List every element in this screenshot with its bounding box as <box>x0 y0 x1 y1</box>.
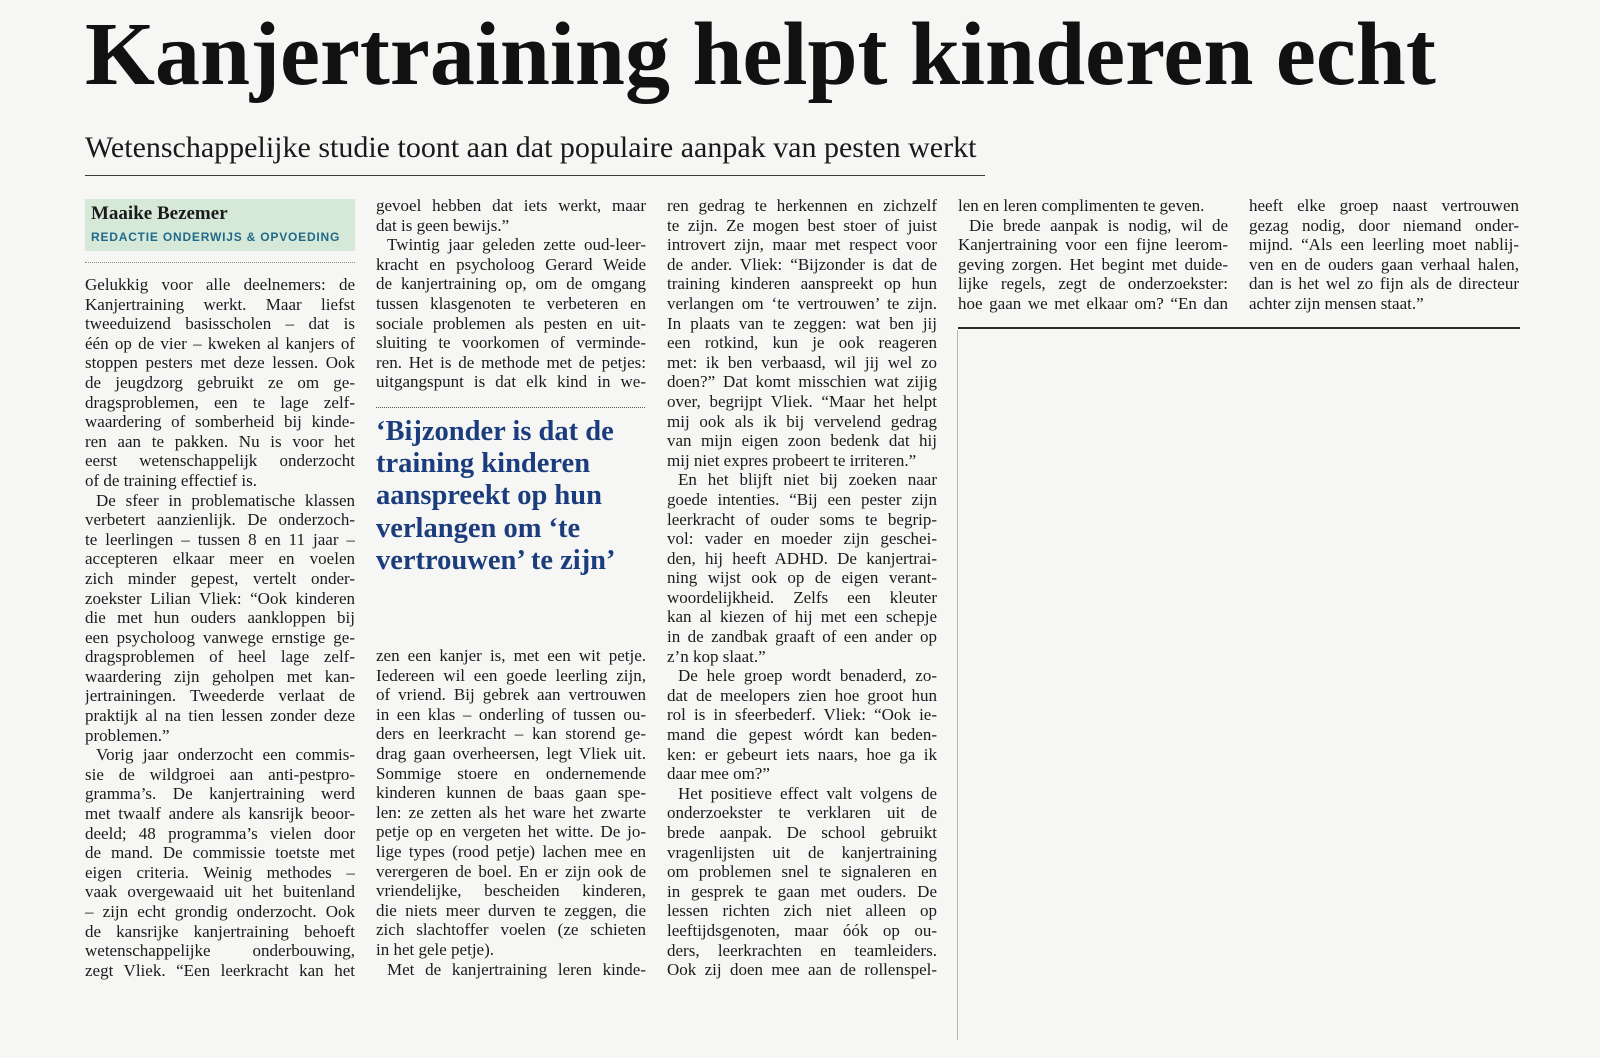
article-column-3 <box>667 196 937 980</box>
pull-quote-line: ‘Bijzonder is dat de <box>376 416 614 447</box>
article-line: te leerlingen – tussen 8 en 11 jaar – <box>85 529 355 549</box>
article-line: Iedereen wil een goede leerling zijn, <box>376 665 646 685</box>
article-line: Vorig jaar onderzocht een commis- <box>96 745 355 765</box>
article-line: Ook zij doen mee aan de rollenspel- <box>667 960 937 980</box>
article-line: één op de vier – kweken al kanjers of <box>85 333 355 353</box>
article-line: met twaalf andere als kansrijk beoor- <box>85 804 355 824</box>
pull-quote-divider <box>376 407 645 408</box>
article-line: sie de wildgroei aan anti-pestpro- <box>85 764 355 784</box>
subheadline: Wetenschappelijke studie toont aan dat populaire aanpak van pesten werkt <box>85 131 977 164</box>
article-line: dragsproblemen, een te lage zelf- <box>85 392 355 412</box>
article-paragraph <box>958 196 1228 216</box>
article-column-2-top <box>376 196 646 392</box>
article-line: sluiting te voorkomen of verminde- <box>376 333 646 353</box>
article-column-4 <box>958 196 1228 314</box>
article-paragraph <box>376 196 646 235</box>
article-line: introvert zijn, maar met respect voor <box>667 235 937 255</box>
article-line: lessen richten zich niet alleen op <box>667 901 937 921</box>
article-paragraph <box>376 235 646 392</box>
article-line: Die brede aanpak is nodig, wil de <box>969 215 1228 235</box>
article-paragraph <box>1249 196 1519 314</box>
article-line: over, begrijpt Vliek. “Maar het helpt <box>667 391 937 411</box>
article-line: petje op en vergeten het witte. De jo- <box>376 822 646 842</box>
article-line: De sfeer in problematische klassen <box>96 490 355 510</box>
article-line: of de training effectief is. <box>85 470 257 490</box>
article-line: in de zandbak graaft of een ander op <box>667 627 937 647</box>
article-line: goede intenties. “Bij een pester zijn <box>667 489 937 509</box>
article-line: kan al kiezen of hij met een schepje <box>667 607 937 627</box>
article-line: ven en de ouders gaan verhaal halen, <box>1249 254 1519 274</box>
article-line: hoe gaan we met elkaar om? “En dan <box>958 293 1228 313</box>
article-paragraph <box>85 275 355 491</box>
article-line: mij ook als ik bij vervelend gedrag <box>667 411 937 431</box>
article-line: de jeugdzorg gebruikt ze om ge- <box>85 372 355 392</box>
headline: Kanjertraining helpt kinderen echt <box>85 5 1436 104</box>
article-line: in een klas – onderling of tussen ou- <box>376 704 646 724</box>
article-line: sociale problemen als pesten en uit- <box>376 313 646 333</box>
article-line: De hele groep wordt benaderd, zo- <box>678 666 937 686</box>
article-line: praktijk al na tien lessen zonder deze <box>85 706 355 726</box>
column-divider <box>957 330 958 1040</box>
article-line: In plaats van te zeggen: wat ben jij <box>667 313 937 333</box>
article-line: gezag nodig, door niemand onder- <box>1249 215 1519 235</box>
article-paragraph <box>85 745 355 980</box>
article-line: om problemen snel te signaleren en <box>667 862 937 882</box>
byline-desk: REDACTIE ONDERWIJS & OPVOEDING <box>91 230 341 244</box>
article-line: uitgangspunt is dat elk kind in we- <box>376 372 646 392</box>
pull-quote-line: vertrouwen’ te zijn’ <box>376 544 616 576</box>
article-line: daar mee om?” <box>667 764 770 784</box>
article-column-5 <box>1249 196 1519 314</box>
article-line: tussen klasgenoten te verbeteren en <box>376 293 646 313</box>
pull-quote-line: aanspreekt op hun <box>376 480 602 512</box>
article-line: in het gele petje). <box>376 939 495 959</box>
article-line: die met hun ouders aankloppen bij <box>85 608 355 628</box>
article-line: jertrainingen. Tweederde verlaat de <box>85 686 355 706</box>
article-line: vaak overgewaaid uit het buitenland <box>85 882 355 902</box>
article-line: ren gedrag te herkennen en zichzelf <box>667 196 937 215</box>
article-line: vriendelijke, bescheiden kinderen, <box>376 881 646 901</box>
article-line: de mand. De commissie toetste met <box>85 843 355 863</box>
pull-quote <box>376 416 646 577</box>
article-paragraph <box>85 491 355 746</box>
article-line: heeft elke groep naast vertrouwen <box>1249 196 1519 215</box>
article-column-2-bottom <box>376 646 646 979</box>
byline-box <box>85 199 355 251</box>
article-line: een psycholoog vanwege ernstige ge- <box>85 627 355 647</box>
article-line: gramma’s. De kanjertraining werd <box>85 784 355 804</box>
article-line: ren aan te pakken. Nu is voor het <box>85 431 355 451</box>
article-line: verlangen om ‘te vertrouwen’ te zijn. <box>667 293 937 313</box>
pull-quote-line: training kinderen <box>376 448 591 480</box>
article-line: Het positieve effect valt volgens de <box>678 783 937 803</box>
article-paragraph <box>667 470 937 666</box>
article-paragraph <box>667 784 937 980</box>
article-line: gevoel hebben dat iets werkt, maar <box>376 196 646 215</box>
article-line: Sommige stoere en ondernemende <box>376 763 646 783</box>
article-line: dat is geen bewijs.” <box>376 215 510 235</box>
article-line: stoppen pesters met deze lessen. Ook <box>85 353 355 373</box>
article-line: vol: vader en moeder zijn geschei- <box>667 529 937 549</box>
article-line: te zijn. Ze mogen best stoer of juist <box>667 215 937 235</box>
article-line: Gelukkig voor alle deelnemers: de <box>85 275 355 294</box>
article-line: die niets meer durven te zeggen, die <box>376 900 646 920</box>
article-line: van mijn eigen zoon bedenk dat hij <box>667 431 937 451</box>
article-line: tweeduizend basisscholen – dat is <box>85 314 355 334</box>
article-line: zoekster Lilian Vliek: “Ook kinderen <box>85 588 355 608</box>
article-line: – zijn echt grondig onderzocht. Ook <box>85 902 355 921</box>
article-line: lijke regels, zegt de onderzoekster: <box>958 274 1228 294</box>
article-line: mand die gepest wórdt kan beden- <box>667 725 937 745</box>
article-line: eigen criteria. Weinig methodes – <box>85 862 355 882</box>
article-line: den, hij heeft ADHD. De kanjertrai- <box>667 548 937 568</box>
article-line: kinderen kunnen de baas gaan spe- <box>376 783 646 803</box>
article-line: de ander. Vliek: “Bijzonder is dat de <box>667 254 937 274</box>
article-line: wetenschappelijke onderbouwing, <box>85 941 355 961</box>
article-line: training kinderen aanspreekt op hun <box>667 274 937 294</box>
article-line: len: ze zetten als het ware het zwarte <box>376 802 646 822</box>
article-line: ders, leerkrachten en teamleiders. <box>667 940 937 960</box>
article-paragraph <box>667 196 937 470</box>
article-line: rol is in sfeerbederf. Vliek: “Ook ie- <box>667 705 937 725</box>
byline-divider <box>85 262 355 263</box>
article-line: ren. Het is de methode met de petjes: <box>376 352 646 372</box>
article-line: ning wijst ook op de eigen verant- <box>667 568 937 588</box>
article-line: achter zijn mensen staat.” <box>1249 293 1424 313</box>
article-line: dan is het wel zo fijn als de directeur <box>1249 274 1519 294</box>
article-line: woordelijkheid. Zelfs een kleuter <box>667 587 937 607</box>
article-line: verbetert aanzienlijk. De onderzoch- <box>85 510 355 530</box>
article-line: Met de kanjertraining leren kinde- <box>387 959 646 979</box>
article-end-rule <box>958 327 1520 329</box>
article-line: ken: er gebeurt iets naars, hoe ga ik <box>667 744 937 764</box>
article-line: waardering zijn geholpen met kan- <box>85 666 355 686</box>
subheadline-rule <box>85 175 985 176</box>
article-line: waardering of somberheid bij kinde- <box>85 412 355 432</box>
article-line: leeftijdsgenoten, maar óók op ou- <box>667 920 937 940</box>
article-line: met: ik ben verbaasd, wil jij wel zo <box>667 352 937 372</box>
article-line: of vriend. Bij gebrek aan vertrouwen <box>376 685 646 705</box>
article-paragraph <box>376 960 646 980</box>
article-line: En het blijft niet bij zoeken naar <box>678 470 937 490</box>
article-paragraph <box>376 646 646 960</box>
byline-author: Maaike Bezemer <box>91 203 228 224</box>
article-line: Kanjertraining voor een fijne leerom- <box>958 235 1228 255</box>
article-line: deeld; 48 programma’s vielen door <box>85 823 355 843</box>
article-line: drag gaan overheersen, legt Vliek uit. <box>376 743 646 763</box>
article-line: Kanjertraining werkt. Maar liefst <box>85 294 355 314</box>
article-line: mij niet expres probeert te irriteren.” <box>667 450 917 470</box>
article-line: problemen.” <box>85 725 170 745</box>
article-line: brede aanpak. De school gebruikt <box>667 823 937 842</box>
article-line: leerkracht of ouder soms te begrip- <box>667 509 937 529</box>
article-line: de kansrijke kanjertraining behoeft <box>85 921 355 941</box>
article-line: zich minder gepest, vertelt onder- <box>85 568 355 588</box>
article-line: len en leren complimenten te geven. <box>958 196 1205 215</box>
article-line: een rotkind, kun je ook reageren <box>667 333 937 353</box>
article-line: accepteren elkaar meer en voelen <box>85 549 355 569</box>
article-line: de kanjertraining op, om de omgang <box>376 274 646 294</box>
pull-quote-line: verlangen om ‘te <box>376 512 581 544</box>
article-column-1 <box>85 275 355 980</box>
article-line: vragenlijsten uit de kanjertraining <box>667 842 937 862</box>
article-line: in gesprek te gaan met ouders. De <box>667 881 937 901</box>
article-line: doen?” Dat komt misschien wat zijig <box>667 372 937 392</box>
article-line: z’n kop slaat.” <box>667 646 766 666</box>
article-line: mijnd. “Als een leerling moet nablij- <box>1249 235 1519 255</box>
article-line: zegt Vliek. “Een leerkracht kan het <box>85 960 355 980</box>
article-line: ders en leerkracht – kan storend ge- <box>376 724 646 744</box>
article-line: verergeren de boel. En er zijn ook de <box>376 861 646 881</box>
article-line: lige types (rood petje) lachen mee en <box>376 841 646 861</box>
article-paragraph <box>958 216 1228 314</box>
article-paragraph <box>667 666 937 784</box>
article-line: eerst wetenschappelijk onderzocht <box>85 451 355 471</box>
article-line: dat de meelopers zien hoe groot hun <box>667 685 937 705</box>
article-line: kracht en psycholoog Gerard Weide <box>376 254 646 274</box>
article-line: zen een kanjer is, met een wit petje. <box>376 646 646 665</box>
article-line: dragsproblemen of heel lage zelf- <box>85 647 355 667</box>
article-line: zich slachtoffer voelen (ze schieten <box>376 920 646 940</box>
article-line: Twintig jaar geleden zette oud-leer- <box>387 235 646 255</box>
article-line: geving zorgen. Het begint met duide- <box>958 254 1228 274</box>
article-line: onderzoekster te verklaren uit de <box>667 803 937 823</box>
